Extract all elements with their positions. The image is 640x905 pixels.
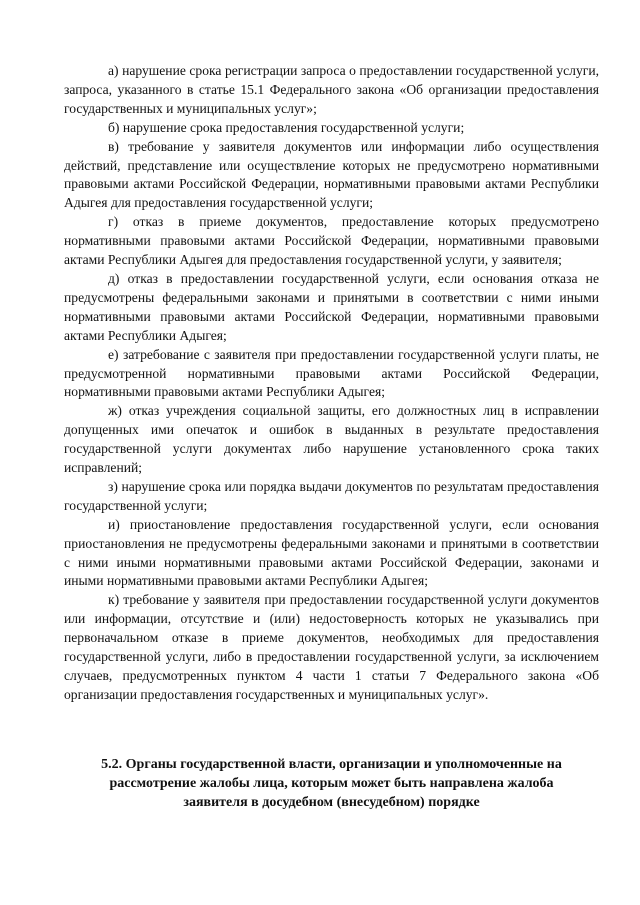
list-item-d: д) отказ в предоставлении государственной услуги, если основания отказа не предусмотрены федеральными законами и принятыми в соответствии с ними иными нормативными правовыми актами Российской Федерации, нормативными правовыми актами Республики Адыгея;: [64, 270, 599, 343]
list-item-a: а) нарушение срока регистрации запроса о предоставлении государственной услуги, запроса, указанного в статье 15.1 Федерального закона «Об организации предоставления государственных и муниципальных услуг»;: [64, 63, 599, 116]
heading-line-1: 5.2. Органы государственной власти, организации и уполномоченные на: [101, 757, 562, 772]
list-item-v: в) требование у заявителя документов или информации либо осуществления действий, представление или осуществление которых не предусмотрено нормативными правовыми актами Российской Федерации, нормативными правовыми актами Республики Адыгея для предоставления государственной услуги;: [64, 138, 599, 211]
list-item-g: г) отказ в приеме документов, предоставление которых предусмотрено нормативными правовыми актами Российской Федерации, нормативными правовыми актами Республики Адыгея для предоставления государственной услуги, у заявителя;: [64, 214, 599, 268]
heading-line-2: рассмотрение жалобы лица, которым может быть направлена жалоба: [109, 776, 554, 791]
list-item-zh: ж) отказ учреждения социальной защиты, его должностных лиц в исправлении допущенных ими опечаток и ошибок в выданных в результате предоставления государственной услуги документах либо нарушение установленного срока таких исправлений;: [64, 403, 599, 476]
list-item-b: б) нарушение срока предоставления государственной услуги;: [108, 119, 465, 135]
heading-line-3: заявителя в досудебном (внесудебном) порядке: [183, 795, 480, 810]
list-item-z: з) нарушение срока или порядка выдачи документов по результатам предоставления государственной услуги;: [64, 478, 599, 513]
list-item-e: е) затребование с заявителя при предоставлении государственной услуги платы, не предусмотренной нормативными правовыми актами Российской Федерации, нормативными правовыми актами Республики Адыгея;: [64, 346, 599, 400]
complaint-grounds-list: [64, 62, 599, 705]
list-item-i: и) приостановление предоставления государственной услуги, если основания приостановления не предусмотрены федеральными законами и принятыми в соответствии с ними иными нормативными правовыми актами Российской Федерации, законами и иными нормативными правовыми актами Республики Адыгея;: [64, 516, 599, 589]
section-heading: [64, 755, 599, 812]
list-item-k: к) требование у заявителя при предоставлении государственной услуги документов или информации, отсутствие и (или) недостоверность которых не указывались при первоначальном отказе в приеме документов, необходимых для предоставления государственной услуги, либо в предоставлении государственной услуги, за исключением случаев, предусмотренных пунктом 4 части 1 статьи 7 Федерального закона «Об организации предоставления государственных и муниципальных услуг».: [64, 592, 599, 702]
